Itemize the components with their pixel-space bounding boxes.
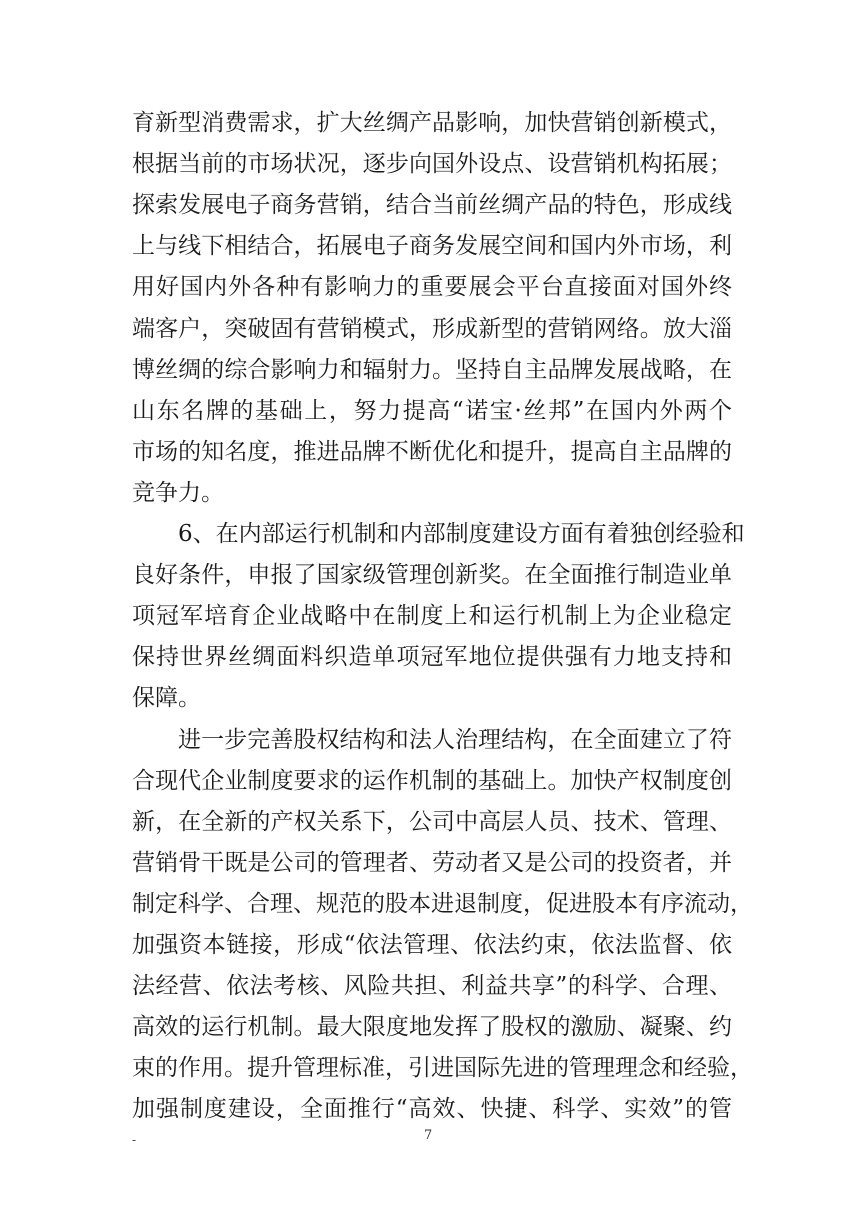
paragraph-line: 探索发展电子商务营销，结合当前丝绸产品的特色，形成线 (132, 192, 732, 218)
paragraph-line: 项冠军培育企业战略中在制度上和运行机制上为企业稳定 (132, 603, 732, 629)
paragraph-line: 制定科学、合理、规范的股本进退制度，促进股本有序流动， (132, 891, 753, 917)
paragraph-line: 竞争力。 (132, 480, 224, 506)
paragraph-line: 用好国内外各种有影响力的重要展会平台直接面对国外终 (132, 274, 732, 300)
paragraph-line: 新，在全新的产权关系下，公司中高层人员、技术、管理、 (132, 809, 732, 835)
paragraph-line: 进一步完善股权结构和法人治理结构，在全面建立了符 (178, 727, 732, 753)
paragraph-line: 上与线下相结合，拓展电子商务发展空间和国内外市场，利 (132, 233, 732, 259)
paragraph-line: 6、在内部运行机制和内部制度建设方面有着独创经验和 (178, 521, 745, 547)
paragraph-line: 束的作用。提升管理标准，引进国际先进的管理理念和经验， (132, 1055, 753, 1081)
paragraph-line: 山东名牌的基础上，努力提高“诺宝·丝邦”在国内外两个 (132, 398, 732, 424)
paragraph-line: 加强制度建设，全面推行“高效、快捷、科学、实效”的管 (132, 1096, 732, 1122)
paragraph-line: 法经营、依法考核、风险共担、利益共享”的科学、合理、 (132, 973, 732, 999)
paragraph-line: 合现代企业制度要求的运作机制的基础上。加快产权制度创 (132, 768, 732, 794)
paragraph-line: 端客户，突破固有营销模式，形成新型的营销网络。放大淄 (132, 316, 732, 342)
paragraph-line: 育新型消费需求，扩大丝绸产品影响，加快营销创新模式， (132, 110, 732, 136)
paragraph-line: 博丝绸的综合影响力和辐射力。坚持自主品牌发展战略，在 (132, 357, 732, 383)
footer-dash: - (132, 1133, 137, 1147)
paragraph-line: 高效的运行机制。最大限度地发挥了股权的激励、凝聚、约 (132, 1014, 732, 1040)
paragraph-line: 保障。 (132, 685, 201, 711)
paragraph-line: 保持世界丝绸面料织造单项冠军地位提供强有力地支持和 (132, 644, 732, 670)
page-number: 7 (424, 1128, 433, 1143)
paragraph-line: 根据当前的市场状况，逐步向国外设点、设营销机构拓展； (132, 151, 732, 177)
paragraph-line: 良好条件，申报了国家级管理创新奖。在全面推行制造业单 (132, 562, 732, 588)
paragraph-line: 市场的知名度，推进品牌不断优化和提升，提高自主品牌的 (132, 439, 732, 465)
paragraph-line: 加强资本链接，形成“依法管理、依法约束，依法监督、依 (132, 932, 732, 958)
paragraph-line: 营销骨干既是公司的管理者、劳动者又是公司的投资者，并 (132, 850, 732, 876)
